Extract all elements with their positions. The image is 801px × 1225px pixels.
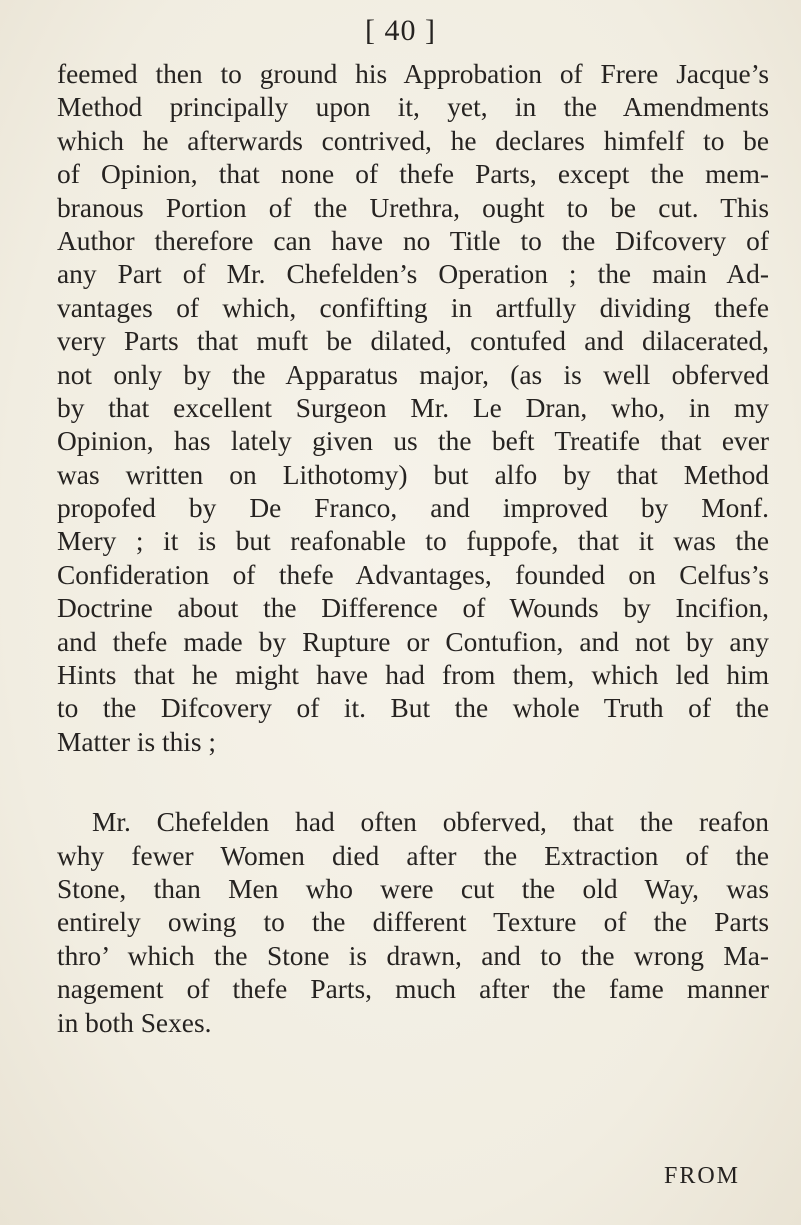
text-line: feemed then to ground his Approbation of Frere Jacque’s — [57, 59, 769, 89]
catchword: FROM — [663, 1163, 740, 1189]
text-line: and thefe made by Rupture or Contufion, and not by any — [57, 626, 769, 657]
text-line: to the Difcovery of it. But the whole Truth of the — [57, 693, 769, 724]
text-line: Method principally upon it, yet, in the Amendments — [57, 92, 769, 123]
paragraph-gap — [57, 759, 769, 806]
text-line: Mr. Chefelden had often obferved, that the reafon — [92, 807, 769, 838]
page-number: [ 40 ] — [365, 14, 436, 47]
text-line: branous Portion of the Urethra, ought to be cut. This — [57, 192, 769, 223]
body-text — [57, 58, 769, 1040]
text-line: of Opinion, that none of thefe Parts, except the mem- — [57, 159, 769, 190]
paragraph-2 — [57, 806, 769, 1040]
text-line: thro’ which the Stone is drawn, and to the wrong Ma- — [57, 940, 769, 971]
text-line: which he afterwards contrived, he declares himfelf to be — [57, 125, 769, 156]
text-line: by that excellent Surgeon Mr. Le Dran, who, in my — [57, 392, 769, 423]
text-line: propofed by De Franco, and improved by Monf. — [57, 493, 769, 524]
text-line: vantages of which, confifting in artfully dividing thefe — [57, 292, 769, 323]
text-line: Stone, than Men who were cut the old Way, was — [57, 873, 769, 904]
text-line: entirely owing to the different Texture of the Parts — [57, 907, 769, 938]
text-line: not only by the Apparatus major, (as is well obferved — [57, 359, 769, 390]
text-line: was written on Lithotomy) but alfo by that Method — [57, 459, 769, 490]
text-line: very Parts that muft be dilated, contufed and dilacerated, — [57, 326, 769, 357]
paragraph-1 — [57, 58, 769, 759]
text-line: Hints that he might have had from them, which led him — [57, 660, 769, 691]
text-line: why fewer Women died after the Extraction of the — [57, 840, 769, 871]
text-line: Confideration of thefe Advantages, founded on Celfus’s — [57, 559, 769, 590]
text-line: Mery ; it is but reafonable to fuppofe, that it was the — [57, 526, 769, 557]
text-line: Author therefore can have no Title to the Difcovery of — [57, 225, 769, 256]
text-line: Opinion, has lately given us the beft Treatife that ever — [57, 426, 769, 457]
text-line: any Part of Mr. Chefelden’s Operation ; the main Ad- — [57, 259, 769, 290]
text-line: in both Sexes. — [57, 1007, 212, 1038]
text-line: Matter is this ; — [57, 726, 217, 757]
text-line: nagement of thefe Parts, much after the fame manner — [57, 974, 769, 1005]
text-line: Doctrine about the Difference of Wounds by Incifion, — [57, 593, 769, 624]
